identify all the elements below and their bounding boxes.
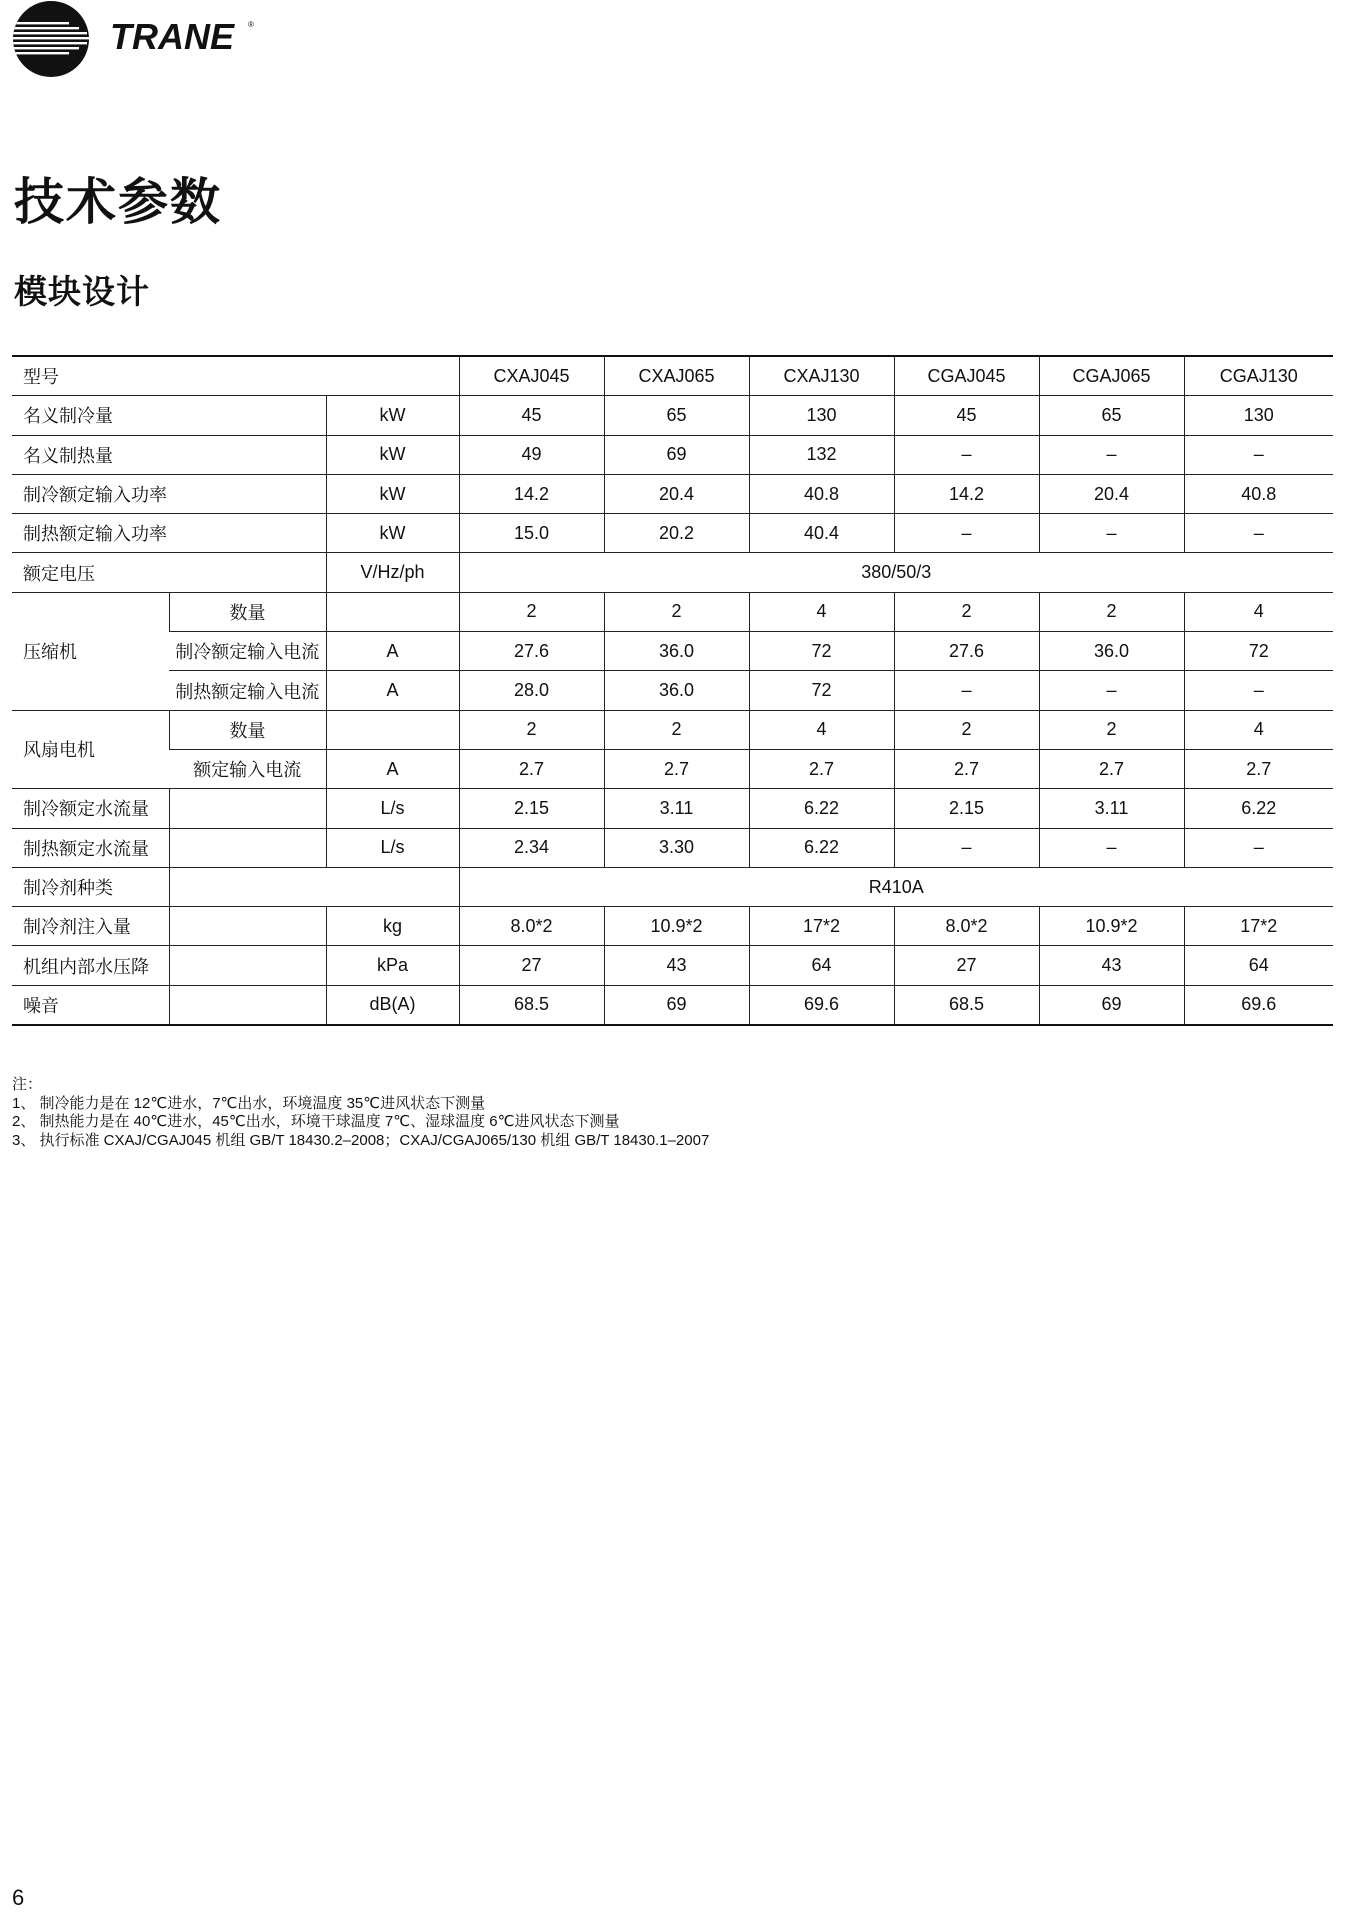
value-cell: – (894, 514, 1039, 553)
value-cell: 65 (604, 396, 749, 435)
value-cell: 36.0 (1039, 632, 1184, 671)
value-cell: 2.15 (459, 789, 604, 828)
value-cell: 2 (894, 592, 1039, 631)
row-label: 制冷额定水流量 (12, 789, 169, 828)
page-title: 技术参数 (14, 173, 222, 231)
value-cell: 8.0*2 (894, 907, 1039, 946)
table-row (12, 946, 1333, 985)
value-cell: 2 (604, 592, 749, 631)
value-cell: 65 (1039, 396, 1184, 435)
trane-logo-mark-icon (12, 0, 90, 78)
sub-label: 制热额定输入电流 (169, 671, 326, 710)
section-title: 模块设计 (14, 272, 150, 311)
value-cell: 2.7 (604, 749, 749, 788)
value-cell: 2.34 (459, 828, 604, 867)
row-label: 制冷剂种类 (12, 867, 169, 906)
value-cell: 15.0 (459, 514, 604, 553)
table-row (12, 867, 1333, 906)
table-row (12, 474, 1333, 513)
value-cell: 130 (749, 396, 894, 435)
table-row (12, 514, 1333, 553)
row-label: 名义制冷量 (12, 396, 326, 435)
empty-cell (169, 946, 326, 985)
model-header: CXAJ045 (459, 356, 604, 396)
table-row (12, 592, 1333, 631)
unit-cell: kW (326, 514, 459, 553)
value-cell: 72 (1184, 632, 1333, 671)
value-cell: 68.5 (894, 985, 1039, 1025)
empty-cell (169, 985, 326, 1025)
value-cell: 36.0 (604, 671, 749, 710)
table-row-model (12, 356, 1333, 396)
row-label: 制冷剂注入量 (12, 907, 169, 946)
value-cell: – (894, 828, 1039, 867)
value-cell: 28.0 (459, 671, 604, 710)
value-cell: 49 (459, 435, 604, 474)
value-cell: 3.30 (604, 828, 749, 867)
value-cell: 2 (459, 710, 604, 749)
value-cell: – (1039, 435, 1184, 474)
table-row (12, 396, 1333, 435)
model-header: CGAJ130 (1184, 356, 1333, 396)
value-cell: R410A (459, 867, 1333, 906)
unit-cell: L/s (326, 789, 459, 828)
page-number: 6 (12, 1885, 25, 1910)
model-header: CXAJ130 (749, 356, 894, 396)
value-cell: 6.22 (749, 789, 894, 828)
empty-cell (169, 828, 326, 867)
value-cell: 6.22 (749, 828, 894, 867)
row-label: 名义制热量 (12, 435, 326, 474)
unit-cell: kW (326, 435, 459, 474)
row-label: 机组内部水压降 (12, 946, 169, 985)
value-cell: 4 (749, 592, 894, 631)
unit-cell: L/s (326, 828, 459, 867)
value-cell: 2.7 (894, 749, 1039, 788)
value-cell: 69.6 (749, 985, 894, 1025)
value-cell: 72 (749, 671, 894, 710)
notes-heading: 注： (12, 1076, 43, 1093)
unit-cell (326, 710, 459, 749)
spec-table (12, 355, 1333, 1026)
value-cell: 2 (1039, 592, 1184, 631)
model-header: CGAJ045 (894, 356, 1039, 396)
value-cell: 14.2 (894, 474, 1039, 513)
value-cell: 68.5 (459, 985, 604, 1025)
value-cell: 2 (459, 592, 604, 631)
table-row (12, 710, 1333, 749)
row-label: 制冷额定输入功率 (12, 474, 326, 513)
notes (12, 1076, 709, 1150)
table-row (12, 985, 1333, 1025)
value-cell: – (1039, 514, 1184, 553)
value-cell: – (1184, 514, 1333, 553)
row-label: 制热额定输入功率 (12, 514, 326, 553)
value-cell: 45 (459, 396, 604, 435)
unit-cell: dB(A) (326, 985, 459, 1025)
value-cell: 36.0 (604, 632, 749, 671)
value-cell: 27.6 (894, 632, 1039, 671)
value-cell: 8.0*2 (459, 907, 604, 946)
value-cell: 40.8 (1184, 474, 1333, 513)
value-cell: 27.6 (459, 632, 604, 671)
row-label: 型号 (12, 356, 459, 396)
value-cell: 17*2 (1184, 907, 1333, 946)
value-cell: 69.6 (1184, 985, 1333, 1025)
unit-cell: A (326, 749, 459, 788)
value-cell: 69 (1039, 985, 1184, 1025)
value-cell: 43 (604, 946, 749, 985)
unit-cell: kW (326, 474, 459, 513)
table-row (12, 789, 1333, 828)
value-cell: 20.2 (604, 514, 749, 553)
value-cell: – (1184, 435, 1333, 474)
table-row (12, 671, 1333, 710)
group-label: 风扇电机 (12, 710, 169, 789)
sub-label: 制冷额定输入电流 (169, 632, 326, 671)
group-label: 压缩机 (12, 592, 169, 710)
model-header: CGAJ065 (1039, 356, 1184, 396)
value-cell: 69 (604, 985, 749, 1025)
value-cell: 2.7 (459, 749, 604, 788)
row-label: 额定电压 (12, 553, 326, 592)
table-row (12, 907, 1333, 946)
value-cell: – (894, 435, 1039, 474)
table-row (12, 749, 1333, 788)
value-cell: 4 (1184, 592, 1333, 631)
unit-cell: kg (326, 907, 459, 946)
row-label: 制热额定水流量 (12, 828, 169, 867)
value-cell: 4 (749, 710, 894, 749)
unit-cell: kPa (326, 946, 459, 985)
value-cell: 10.9*2 (604, 907, 749, 946)
value-cell: 43 (1039, 946, 1184, 985)
value-cell: 4 (1184, 710, 1333, 749)
value-cell: 2.7 (1184, 749, 1333, 788)
value-cell: 17*2 (749, 907, 894, 946)
value-cell: 2 (894, 710, 1039, 749)
value-cell: 27 (459, 946, 604, 985)
table-row (12, 828, 1333, 867)
value-cell: 20.4 (604, 474, 749, 513)
value-cell: 40.8 (749, 474, 894, 513)
sub-label: 数量 (169, 592, 326, 631)
value-cell: – (1184, 828, 1333, 867)
registered-mark: ® (248, 20, 254, 29)
value-cell: – (894, 671, 1039, 710)
unit-cell (326, 592, 459, 631)
sub-label: 数量 (169, 710, 326, 749)
note-item: 1、 制冷能力是在 12℃进水，7℃出水，环境温度 35℃进风状态下测量 (12, 1094, 486, 1112)
unit-cell: A (326, 671, 459, 710)
unit-cell (169, 867, 459, 906)
value-cell: 64 (1184, 946, 1333, 985)
value-cell: 130 (1184, 396, 1333, 435)
value-cell: 72 (749, 632, 894, 671)
value-cell: 45 (894, 396, 1039, 435)
model-header: CXAJ065 (604, 356, 749, 396)
value-cell: 3.11 (604, 789, 749, 828)
value-cell: 27 (894, 946, 1039, 985)
value-cell: 40.4 (749, 514, 894, 553)
value-cell: – (1039, 671, 1184, 710)
value-cell: 20.4 (1039, 474, 1184, 513)
value-cell: – (1184, 671, 1333, 710)
value-cell: 132 (749, 435, 894, 474)
empty-cell (169, 907, 326, 946)
brand-name: TRANE (110, 16, 234, 57)
note-item: 2、 制热能力是在 40℃进水，45℃出水，环境干球温度 7℃、湿球温度 6℃进风状态下测量 (12, 1113, 620, 1130)
trane-logo (12, 0, 272, 78)
table-row (12, 553, 1333, 592)
value-cell: 69 (604, 435, 749, 474)
value-cell: 2 (604, 710, 749, 749)
value-cell: 380/50/3 (459, 553, 1333, 592)
unit-cell: kW (326, 396, 459, 435)
value-cell: 10.9*2 (1039, 907, 1184, 946)
table-row (12, 435, 1333, 474)
note-item: 3、 执行标准 CXAJ/CGAJ045 机组 GB/T 18430.2–2008；CXAJ/CGAJ065/130 机组 GB/T 18430.1–2007 (12, 1131, 710, 1149)
row-label: 噪音 (12, 985, 169, 1025)
empty-cell (169, 789, 326, 828)
value-cell: 6.22 (1184, 789, 1333, 828)
value-cell: 2.7 (749, 749, 894, 788)
value-cell: – (1039, 828, 1184, 867)
table-row (12, 632, 1333, 671)
value-cell: 2 (1039, 710, 1184, 749)
value-cell: 2.15 (894, 789, 1039, 828)
unit-cell: V/Hz/ph (326, 553, 459, 592)
unit-cell: A (326, 632, 459, 671)
sub-label: 额定输入电流 (169, 749, 326, 788)
value-cell: 64 (749, 946, 894, 985)
value-cell: 14.2 (459, 474, 604, 513)
value-cell: 3.11 (1039, 789, 1184, 828)
value-cell: 2.7 (1039, 749, 1184, 788)
